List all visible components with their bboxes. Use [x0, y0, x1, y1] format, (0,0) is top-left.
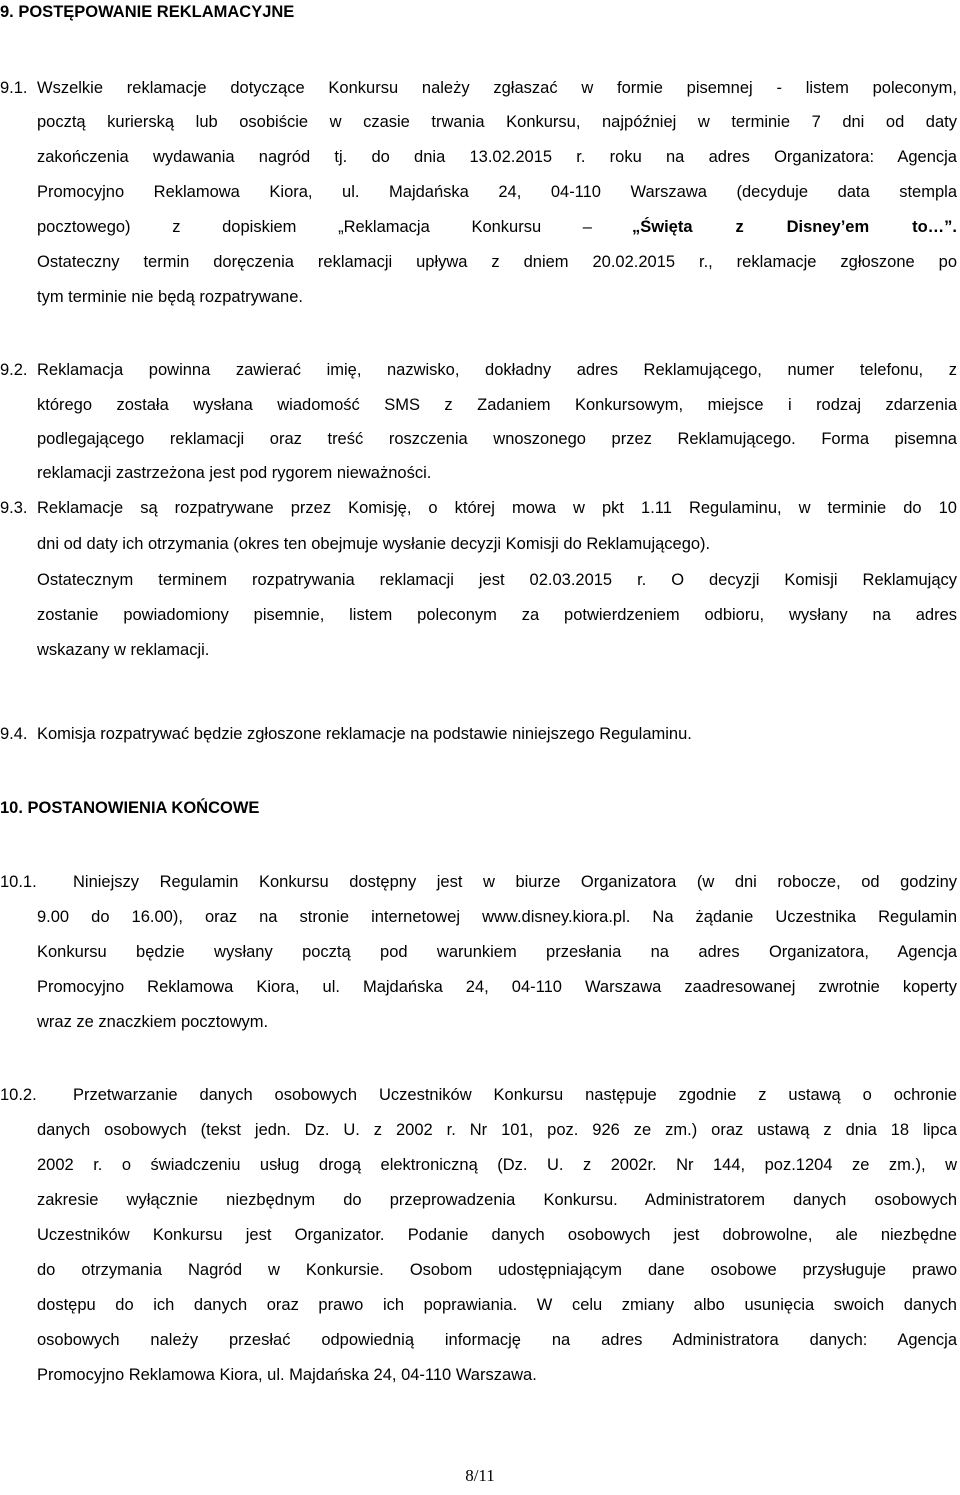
clause-9-3-line-5: wskazany w reklamacji.	[37, 641, 210, 659]
clause-10-1-line-3: Konkursu będzie wysłany pocztą pod warunkiem przesłania na adres Organizatora, Agencja	[37, 943, 957, 961]
clause-9-3-line-4: zostanie powiadomiony pisemnie, listem poleconym za potwierdzeniem odbioru, wysłany na adres	[37, 606, 957, 624]
clause-9-4-line-1: Komisja rozpatrywać będzie zgłoszone reklamacje na podstawie niniejszego Regulaminu.	[37, 725, 692, 743]
section-10-heading: 10. POSTANOWIENIA KOŃCOWE	[0, 799, 260, 817]
clause-9-2-line-1: Reklamacja powinna zawierać imię, nazwisko, dokładny adres Reklamującego, numer telefonu, z	[37, 361, 957, 379]
clause-10-1-line-4: Promocyjno Reklamowa Kiora, ul. Majdańska 24, 04-110 Warszawa zaadresowanej zwrotnie koperty	[37, 978, 957, 996]
clause-10-1-line-2: 9.00 do 16.00), oraz na stronie internetowej www.disney.kiora.pl. Na żądanie Uczestnika Regulamin	[37, 908, 957, 926]
clause-10-2-line-9: Promocyjno Reklamowa Kiora, ul. Majdańska 24, 04-110 Warszawa.	[37, 1366, 537, 1384]
clause-9-2-line-4: reklamacji zastrzeżona jest pod rygorem nieważności.	[37, 464, 432, 482]
clause-9-1-line-3: zakończenia wydawania nagród tj. do dnia 13.02.2015 r. roku na adres Organizatora: Agencja	[37, 148, 957, 166]
contest-title: „Święta z Disney’em to…”.	[632, 218, 957, 236]
clause-9-3-line-3: Ostatecznym terminem rozpatrywania reklamacji jest 02.03.2015 r. O decyzji Komisji Reklamujący	[37, 571, 957, 589]
clause-9-2-line-2: którego została wysłana wiadomość SMS z Zadaniem Konkursowym, miejsce i rodzaj zdarzenia	[37, 396, 957, 414]
clause-10-2-line-4: zakresie wyłącznie niezbędnym do przeprowadzenia Konkursu. Administratorem danych osobowych	[37, 1191, 957, 1209]
clause-10-2-line-1: Przetwarzanie danych osobowych Uczestników Konkursu następuje zgodnie z ustawą o ochronie	[73, 1086, 957, 1104]
clause-9-1-line-5a: pocztowego) z dopiskiem „Reklamacja Konkursu –	[37, 218, 592, 236]
clause-9-3-line-2: dni od daty ich otrzymania (okres ten obejmuje wysłanie decyzji Komisji do Reklamującego).	[37, 535, 711, 553]
clause-10-2-line-7: dostępu do ich danych oraz prawo ich poprawiania. W celu zmiany albo usunięcia swoich danych	[37, 1296, 957, 1314]
clause-10-1-line-1: Niniejszy Regulamin Konkursu dostępny jest w biurze Organizatora (w dni robocze, od godziny	[73, 873, 957, 891]
clause-10-2-line-8: osobowych należy przesłać odpowiednią informację na adres Administratora danych: Agencja	[37, 1331, 957, 1349]
clause-9-1-line-7: tym terminie nie będą rozpatrywane.	[37, 288, 303, 306]
clause-number-9-4: 9.4.	[0, 725, 28, 743]
section-9-heading: 9. POSTĘPOWANIE REKLAMACYJNE	[0, 3, 295, 21]
clause-9-2-line-3: podlegającego reklamacji oraz treść roszczenia wnoszonego przez Reklamującego. Forma pisemna	[37, 430, 957, 448]
clause-number-10-1: 10.1.	[0, 873, 37, 891]
clause-number-9-2: 9.2.	[0, 361, 28, 379]
clause-number-9-1: 9.1.	[0, 79, 28, 97]
page-number: 8/11	[465, 1466, 495, 1485]
clause-number-10-2: 10.2.	[0, 1086, 37, 1104]
clause-10-2-line-5: Uczestników Konkursu jest Organizator. Podanie danych osobowych jest dobrowolne, ale niezbędne	[37, 1226, 957, 1244]
clause-9-1-line-2: pocztą kurierską lub osobiście w czasie trwania Konkursu, najpóźniej w terminie 7 dni od daty	[37, 113, 957, 131]
clause-9-3-line-1: Reklamacje są rozpatrywane przez Komisję, o której mowa w pkt 1.11 Regulaminu, w terminie do 10	[37, 499, 957, 517]
clause-9-1-line-1: Wszelkie reklamacje dotyczące Konkursu należy zgłaszać w formie pisemnej - listem poleconym,	[37, 79, 957, 97]
clause-10-1-line-5: wraz ze znaczkiem pocztowym.	[37, 1013, 269, 1031]
clause-10-2-line-2: danych osobowych (tekst jedn. Dz. U. z 2002 r. Nr 101, poz. 926 ze zm.) oraz ustawą z dnia 18 lipca	[37, 1121, 957, 1139]
clause-9-1-line-6: Ostateczny termin doręczenia reklamacji upływa z dniem 20.02.2015 r., reklamacje zgłoszone po	[37, 253, 957, 271]
clause-9-1-line-4: Promocyjno Reklamowa Kiora, ul. Majdańska 24, 04-110 Warszawa (decyduje data stempla	[37, 183, 957, 201]
clause-10-2-line-6: do otrzymania Nagród w Konkursie. Osobom udostępniającym dane osobowe przysługuje prawo	[37, 1261, 957, 1279]
clause-10-2-line-3: 2002 r. o świadczeniu usług drogą elektroniczną (Dz. U. z 2002r. Nr 144, poz.1204 ze zm.), w	[37, 1156, 957, 1174]
clause-number-9-3: 9.3.	[0, 499, 28, 517]
